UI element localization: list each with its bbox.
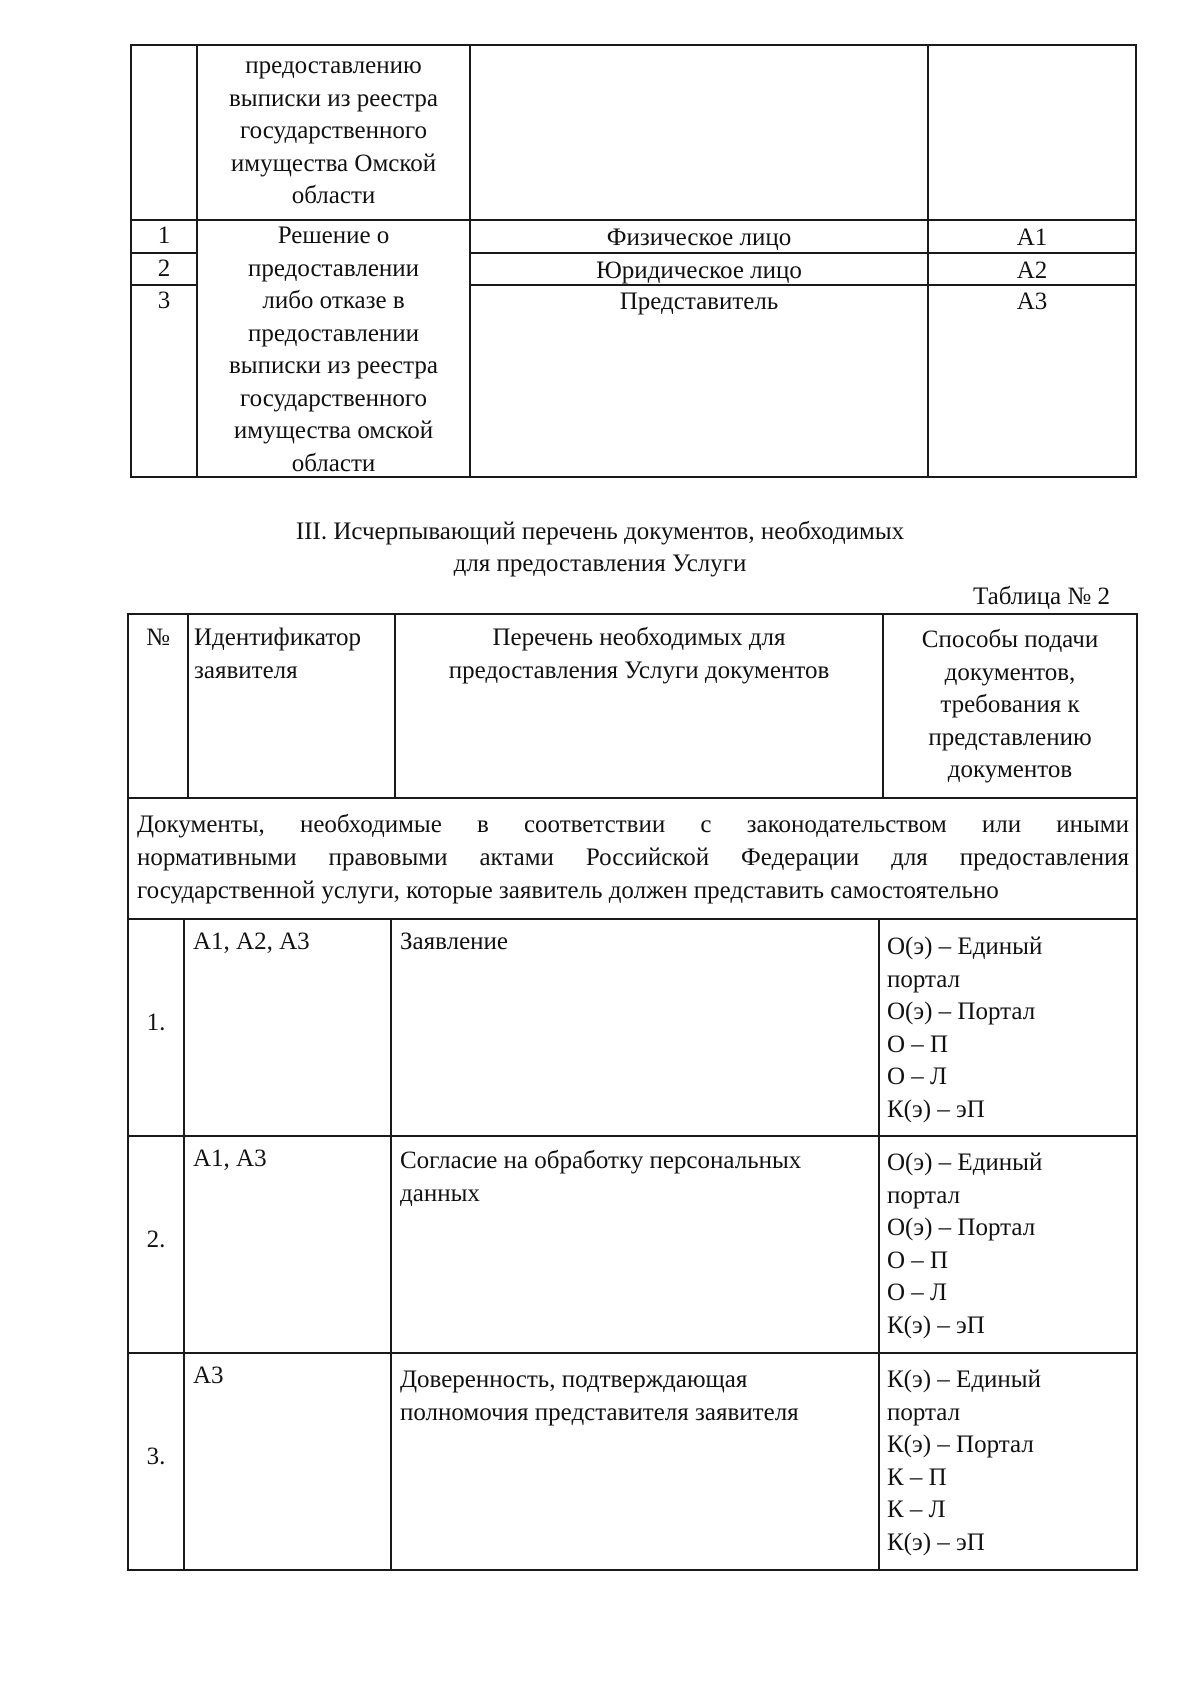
t2-row-num: 2. xyxy=(146,1226,166,1253)
t1-row-category: Юридическое лицо xyxy=(596,257,802,284)
t2-row-divider xyxy=(127,1352,1138,1354)
t2-col-divider xyxy=(390,918,392,1571)
t2-row-applicants: А1, А3 xyxy=(193,1145,267,1172)
t2-row-num: 3. xyxy=(146,1443,166,1470)
t2-col-divider xyxy=(183,918,185,1571)
t1-row-num: 2 xyxy=(157,255,171,282)
t1-row-category: Представитель xyxy=(619,288,779,315)
t1-row-num: 1 xyxy=(157,222,171,249)
t2-span-line-2: нормативными правовыми актами Российской Федерации для предоставления xyxy=(137,844,1129,871)
t2-header-num: № xyxy=(146,624,170,651)
t2-row-document: Согласие на обработку персональных данных xyxy=(400,1147,802,1207)
t2-col-divider xyxy=(878,918,880,1571)
t2-header-methods: Способы подачи документов, требования к представлению документов xyxy=(921,626,1099,783)
table-label: Таблица № 2 xyxy=(972,583,1110,610)
t2-span-bottom xyxy=(127,918,1138,920)
section-title-line-2: для предоставления Услуги xyxy=(453,550,747,577)
t2-row-divider xyxy=(127,1135,1138,1137)
section-title-line-1: III. Исчерпывающий перечень документов, необходимых xyxy=(295,518,905,545)
t2-header-applicant-id: Идентификатор заявителя xyxy=(194,624,361,684)
t2-row-methods: О(э) – Единый портал О(э) – Портал О – П О – Л К(э) – эП xyxy=(887,1149,1043,1339)
t2-span-line-3: государственной услуги, которые заявитель должен представить самостоятельно xyxy=(137,877,999,904)
t2-row-applicants: А3 xyxy=(193,1362,224,1389)
t2-col-divider xyxy=(187,613,189,799)
t2-row-document: Заявление xyxy=(400,928,509,955)
t2-top-border xyxy=(127,613,1138,615)
t2-row-methods: О(э) – Единый портал О(э) – Портал О – П О – Л К(э) – эП xyxy=(887,933,1043,1123)
t2-bottom-border xyxy=(127,1569,1138,1571)
t1-right-border xyxy=(1135,44,1137,478)
t1-row-code: А1 xyxy=(1016,224,1048,251)
t2-span-line-1: Документы, необходимые в соответствии с законодательством или иными xyxy=(137,811,1129,838)
t2-row-num: 1. xyxy=(146,1009,166,1036)
t2-header-documents: Перечень необходимых для предоставления Услуги документов xyxy=(448,624,830,684)
t2-right-border xyxy=(1136,613,1138,1571)
t1-decision-text: Решение о предоставлении либо отказе в предоставлении выписки из реестра государственного имущества омской области xyxy=(229,222,438,477)
t2-row-methods: К(э) – Единый портал К(э) – Портал К – П К – Л К(э) – эП xyxy=(887,1366,1041,1556)
t1-continued-text: предоставлению выписки из реестра государственного имущества Омской области xyxy=(229,52,438,209)
t2-row-applicants: А1, А2, А3 xyxy=(193,928,310,955)
t1-row-code: А2 xyxy=(1016,257,1048,284)
t2-header-bottom xyxy=(127,797,1138,799)
t1-top-border xyxy=(130,44,1137,46)
t2-left-border xyxy=(127,613,129,1571)
t1-row-category: Физическое лицо xyxy=(606,224,792,251)
t1-row-code: А3 xyxy=(1016,288,1048,315)
t1-row-num: 3 xyxy=(157,287,171,314)
t2-row-document: Доверенность, подтверждающая полномочия представителя заявителя xyxy=(400,1366,799,1426)
